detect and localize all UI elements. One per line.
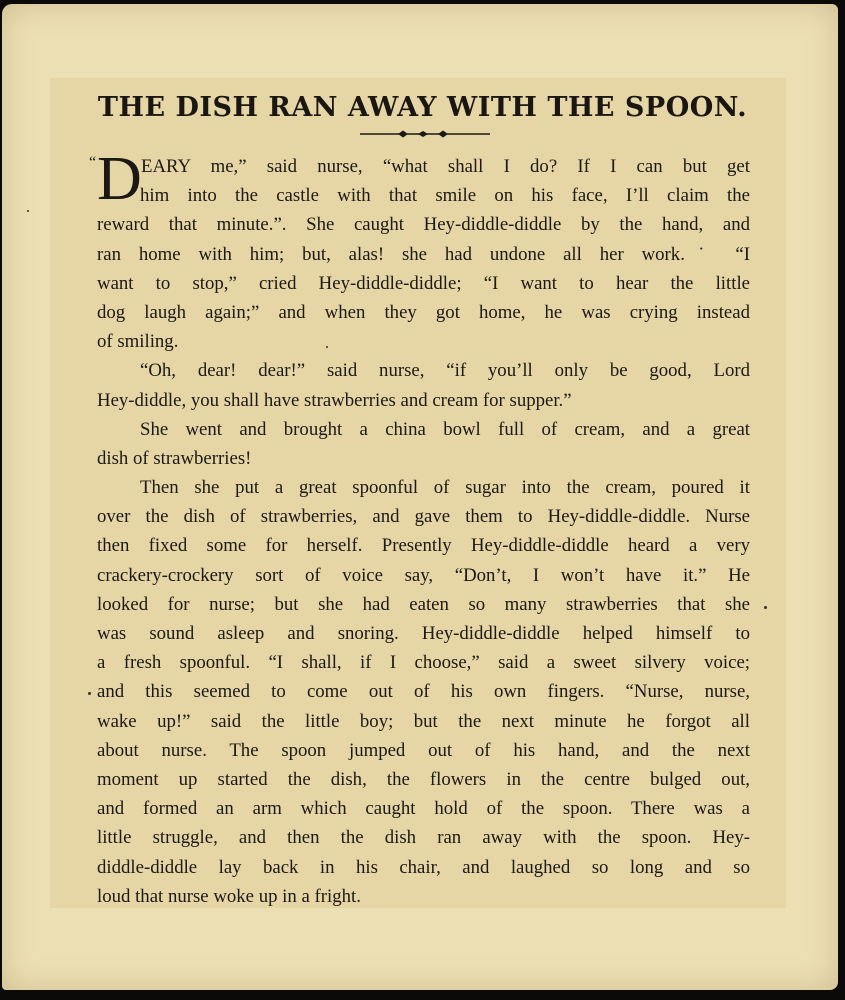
paper-speck	[326, 346, 328, 348]
drop-cap-letter: D	[97, 145, 142, 213]
story-text	[89, 152, 750, 911]
paper-speck	[27, 210, 29, 212]
title-ornament	[360, 128, 490, 140]
text-line: ran home with him; but, alas! she had undone all her work.˙ “I	[97, 243, 750, 265]
paper-speck	[764, 606, 767, 609]
text-line: looked for nurse; but she had eaten so many strawberries that she	[97, 593, 750, 615]
text-line: dish of strawberries!	[97, 447, 252, 469]
text-line: loud that nurse woke up in a fright.	[97, 885, 361, 907]
text-line: him into the castle with that smile on his face, I’ll claim the	[140, 185, 750, 207]
text-line-content: EARY me,” said nurse, “what shall I do? If I can but get	[141, 156, 750, 177]
paper-speck	[88, 692, 91, 695]
text-line: She went and brought a china bowl full of cream, and a great	[140, 418, 750, 440]
text-line: was sound asleep and snoring. Hey-diddle-diddle helped himself to	[97, 623, 750, 644]
text-line: diddle-diddle lay back in his chair, and laughed so long and so	[97, 856, 750, 878]
text-line: “Oh, dear! dear!” said nurse, “if you’ll only be good, Lord	[140, 360, 750, 382]
text-line: and this seemed to come out of his own fingers. “Nurse, nurse,	[97, 681, 750, 703]
text-line: wake up!” said the little boy; but the next minute he forgot all	[97, 710, 750, 732]
text-line: a fresh spoonful. “I shall, if I choose,” said a sweet silvery voice;	[97, 652, 750, 674]
text-line: reward that minute.”. She caught Hey-diddle-diddle by the hand, and	[97, 214, 750, 236]
text-line: Hey-diddle, you shall have strawberries and cream for supper.”	[97, 389, 572, 411]
text-line: and formed an arm which caught hold of the spoon. There was a	[97, 798, 750, 820]
text-line: crackery-crockery sort of voice say, “Don’t, I won’t have it.” He	[97, 564, 750, 586]
chapter-title: THE DISH RAN AWAY WITH THE SPOON.	[97, 92, 748, 123]
text-line: then fixed some for herself. Presently Hey-diddle-diddle heard a very	[97, 535, 750, 557]
text-line: want to stop,” cried Hey-diddle-diddle; “I want to hear the little	[97, 272, 750, 294]
text-line: of smiling.	[97, 331, 179, 353]
opening-quote: “	[89, 154, 97, 171]
text-line: about nurse. The spoon jumped out of his hand, and the next	[97, 739, 750, 761]
text-line: little struggle, and then the dish ran away with the spoon. Hey-	[97, 827, 750, 849]
text-line: moment up started the dish, the flowers in the centre bulged out,	[97, 768, 750, 790]
text-line	[89, 152, 750, 181]
text-line: dog laugh again;” and when they got home, he was crying instead	[97, 301, 750, 323]
text-line: over the dish of strawberries, and gave them to Hey-diddle-diddle. Nurse	[97, 506, 750, 528]
text-line: Then she put a great spoonful of sugar into the cream, poured it	[140, 477, 750, 499]
